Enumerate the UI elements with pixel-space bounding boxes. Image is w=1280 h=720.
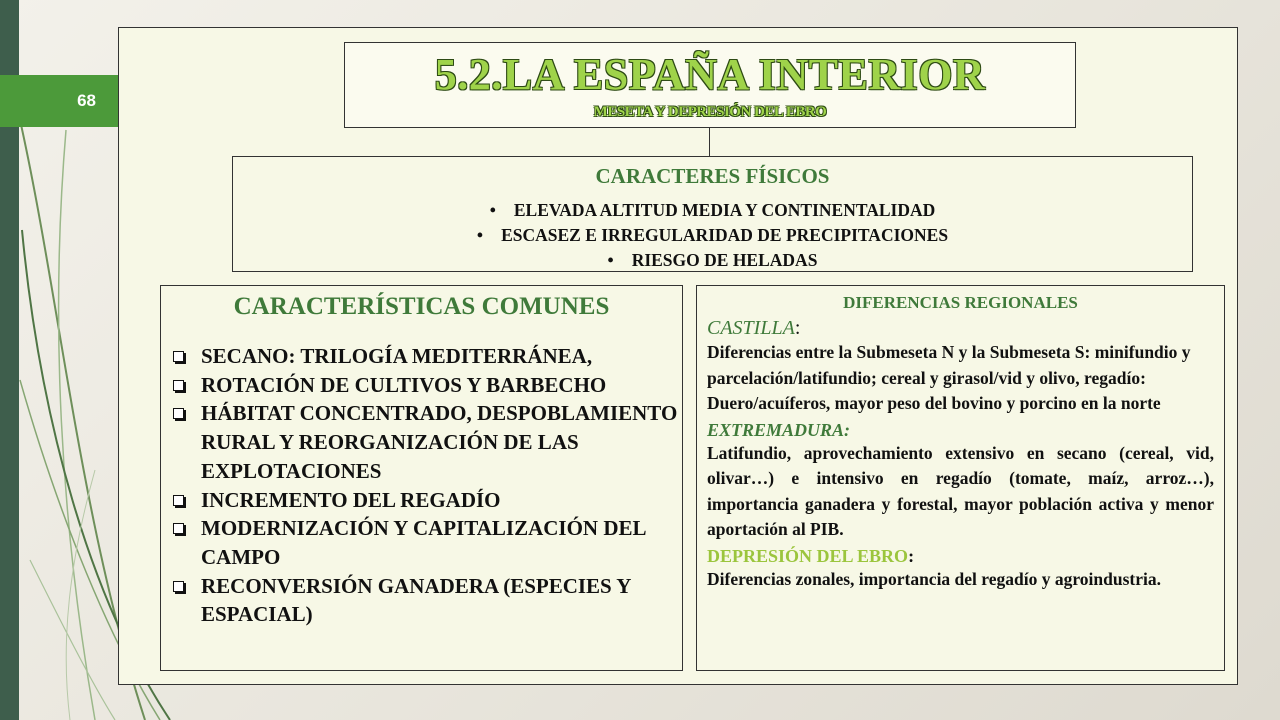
physical-item: • ESCASEZ E IRREGULARIDAD DE PRECIPITACIONES <box>233 223 1192 248</box>
common-item-text: MODERNIZACIÓN Y CAPITALIZACIÓN DEL CAMPO <box>201 516 646 569</box>
checkbox-bullet-icon <box>173 351 184 362</box>
common-item <box>173 486 682 515</box>
physical-item: • RIESGO DE HELADAS <box>233 248 1192 272</box>
common-characteristics-box <box>160 285 683 671</box>
slide-subtitle: MESETA Y DEPRESIÓN DEL EBRO <box>593 104 827 120</box>
page-number-badge <box>0 75 118 127</box>
checkbox-bullet-icon <box>173 408 184 419</box>
common-list <box>173 342 682 629</box>
checkbox-bullet-icon <box>173 495 184 506</box>
region-castilla-text: Diferencias entre la Submeseta N y la Submeseta S: minifundio y parcelación/latifundio; cereal y girasol/vid y olivo, regadío: Duero/acuíferos, mayor peso del bovino y porcino en la norte <box>707 342 1191 413</box>
physical-heading: CARACTERES FÍSICOS <box>595 164 830 188</box>
regional-heading: DIFERENCIAS REGIONALES <box>843 293 1078 312</box>
region-extremadura-text: Latifundio, aprovechamiento extensivo en secano (cereal, vid, olivar…) e intensivo en regadío (tomate, maíz, arroz…), importancia ganadera y forestal, mayor población activa y menor aportación al PIB. <box>707 442 1214 539</box>
common-item <box>173 371 682 400</box>
page-number: 68 <box>77 91 96 110</box>
checkbox-bullet-icon <box>173 523 184 534</box>
common-item <box>173 399 682 485</box>
common-item-text: SECANO: TRILOGÍA MEDITERRÁNEA, <box>201 344 593 368</box>
region-ebro-title: DEPRESIÓN DEL EBRO: <box>707 545 915 566</box>
checkbox-bullet-icon <box>173 380 184 391</box>
physical-characters-box <box>232 156 1193 272</box>
slide-title: 5.2.LA ESPAÑA INTERIOR <box>434 50 986 99</box>
common-item <box>173 342 682 371</box>
common-item-text: INCREMENTO DEL REGADÍO <box>201 487 501 512</box>
physical-list <box>233 198 1192 272</box>
region-castilla-name: CASTILLA <box>707 317 795 339</box>
region-castilla-title: CASTILLA: <box>707 317 801 339</box>
common-item-text: HÁBITAT CONCENTRADO, DESPOBLAMIENTO RURAL Y REORGANIZACIÓN DE LAS EXPLOTACIONES <box>201 401 678 483</box>
region-ebro-text: Diferencias zonales, importancia del regadío y agroindustria. <box>707 568 1162 589</box>
common-heading: CARACTERÍSTICAS COMUNES <box>233 293 610 320</box>
common-item <box>173 514 682 571</box>
common-item <box>173 572 682 629</box>
checkbox-bullet-icon <box>173 581 184 592</box>
common-item-text: RECONVERSIÓN GANADERA (ESPECIES Y ESPACIAL) <box>201 573 631 627</box>
title-box <box>344 42 1076 128</box>
common-item-text: ROTACIÓN DE CULTIVOS Y BARBECHO <box>201 372 607 397</box>
regional-differences-box <box>696 285 1225 671</box>
region-ebro-name: DEPRESIÓN DEL EBRO <box>707 545 909 566</box>
region-extremadura-title: EXTREMADURA: <box>707 419 851 440</box>
physical-item: • ELEVADA ALTITUD MEDIA Y CONTINENTALIDAD <box>233 198 1192 223</box>
